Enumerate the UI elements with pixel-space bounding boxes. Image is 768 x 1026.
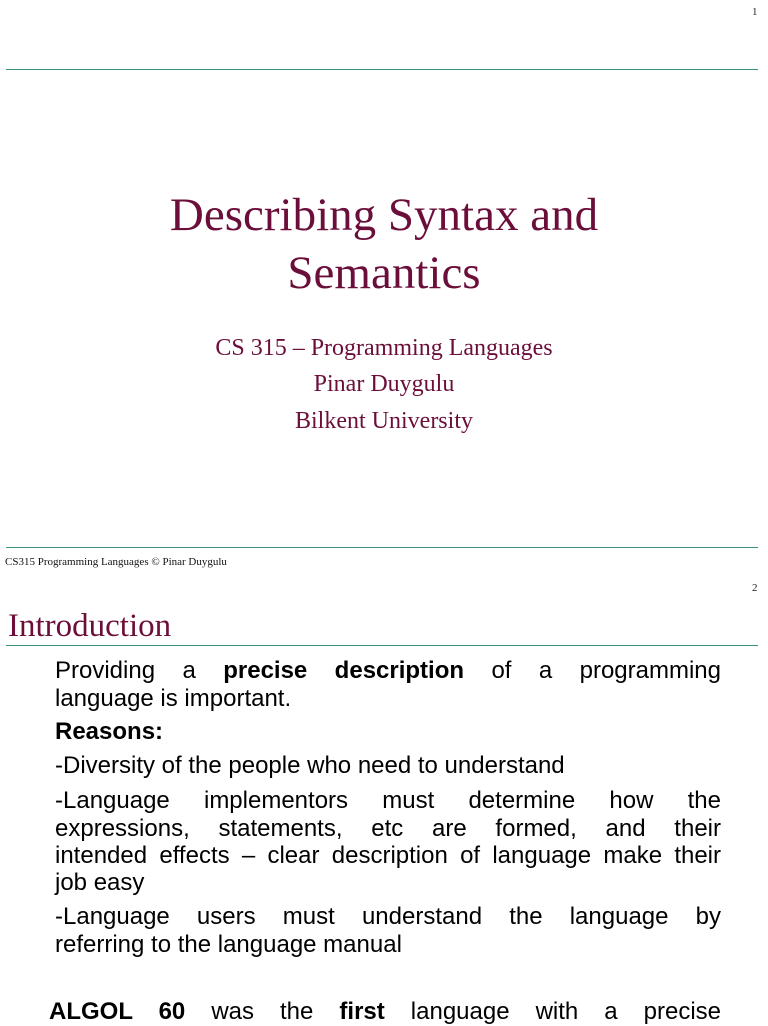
- slide1-title: [0, 186, 768, 302]
- reason-3-line-2: referring to the language manual: [55, 931, 402, 958]
- subtitle-university: Bilkent University: [295, 408, 473, 434]
- header-divider-2: [6, 645, 758, 646]
- title-line-2: Semantics: [287, 247, 481, 299]
- intro-line-1: Providing a precise description of a programming: [55, 657, 721, 684]
- footer-divider-1: [6, 547, 758, 548]
- title-line-1: Describing Syntax and: [169, 189, 599, 241]
- precise-description-emphasis: precise description: [223, 657, 465, 684]
- page-number-2: 2: [752, 582, 758, 594]
- reasons-label: Reasons:: [55, 718, 164, 745]
- slide2-title: Introduction: [8, 608, 172, 644]
- subtitle-course: CS 315 – Programming Languages: [215, 335, 553, 361]
- intro-line-2: language is important.: [55, 685, 292, 712]
- reason-3-line-1: -Language users must understand the language by: [55, 903, 721, 930]
- reason-2-line-1: -Language implementors must determine how the: [55, 787, 721, 814]
- page-number-1: 1: [752, 6, 758, 18]
- header-divider-1: [6, 69, 758, 70]
- algol-line: ALGOL 60 was the first language with a precise: [49, 998, 722, 1025]
- reason-2-line-3: intended effects – clear description of language make their: [55, 842, 721, 869]
- subtitle-author: Pinar Duygulu: [313, 371, 455, 397]
- slide1-footer: CS315 Programming Languages © Pinar Duygulu: [5, 556, 227, 568]
- reason-2-line-2: expressions, statements, etc are formed, and their: [55, 815, 721, 842]
- reason-2-line-4: job easy: [55, 869, 145, 896]
- reason-1: -Diversity of the people who need to understand: [55, 752, 565, 779]
